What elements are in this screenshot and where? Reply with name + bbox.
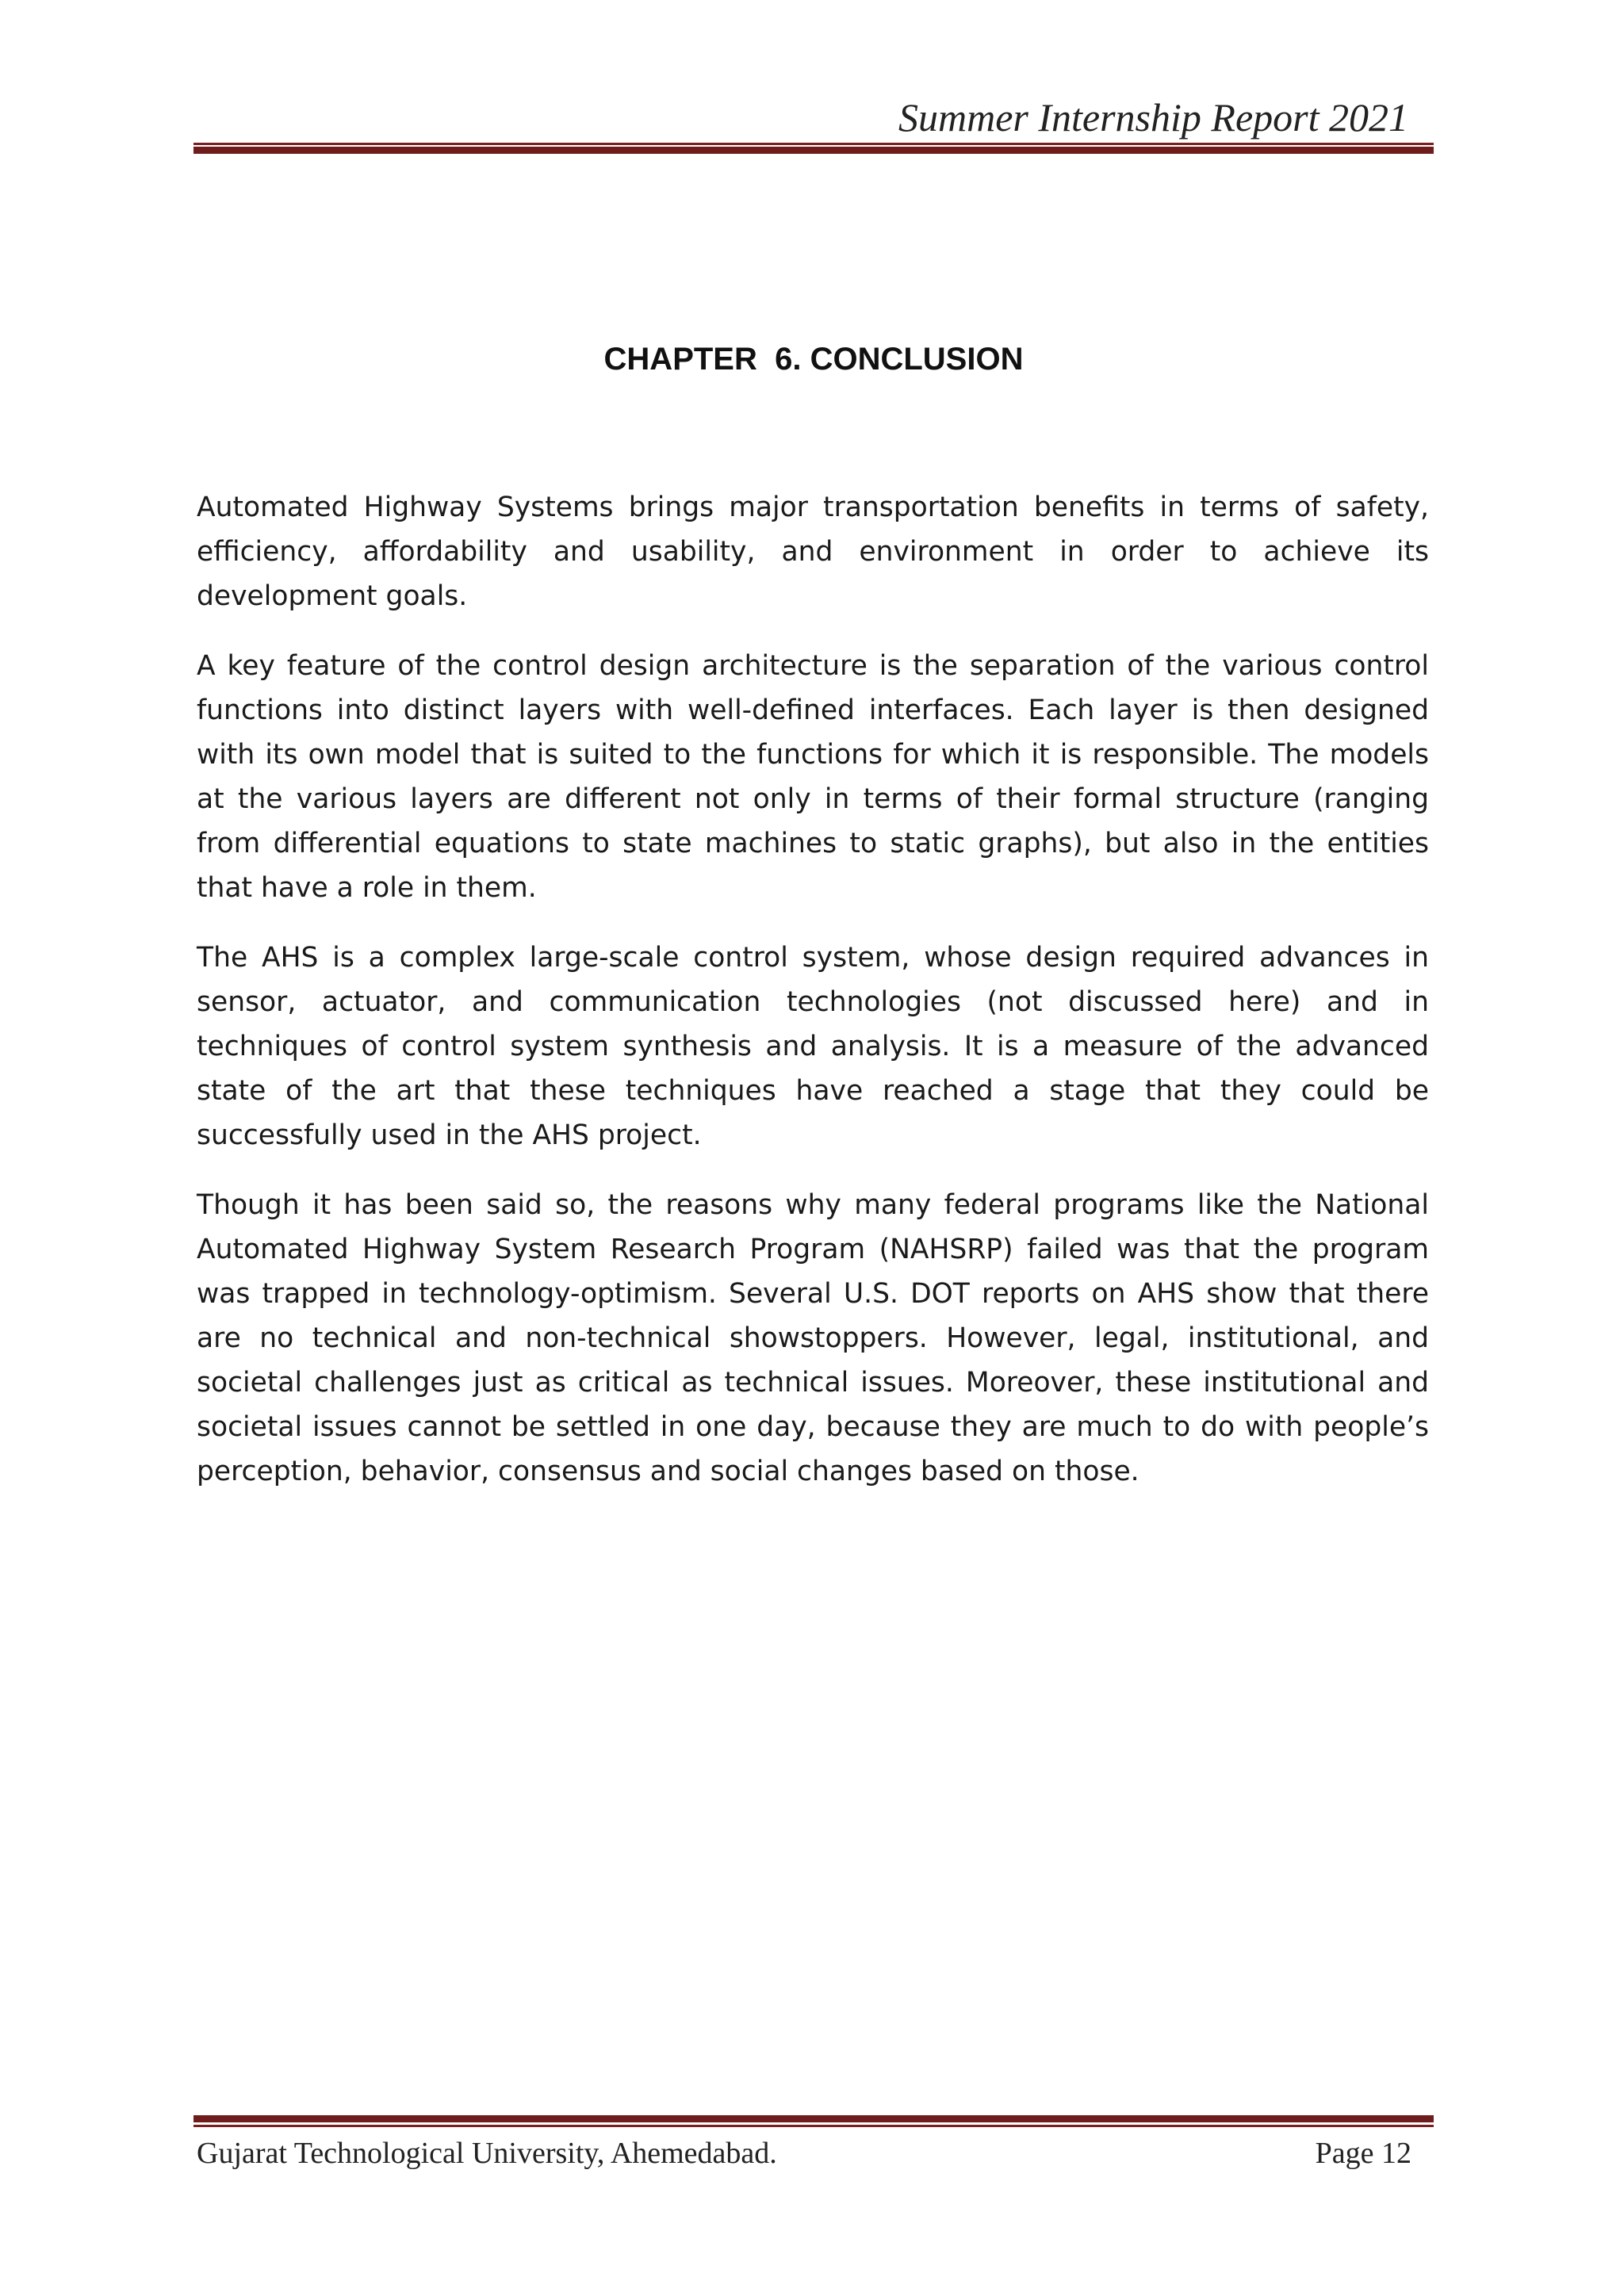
footer-rule-thin <box>193 2125 1434 2127</box>
chapter-heading: CHAPTER 6. CONCLUSION <box>603 342 1024 377</box>
header-title: Summer Internship Report 2021 <box>898 95 1408 140</box>
footer-institution: Gujarat Technological University, Ahemedabad. <box>197 2137 777 2170</box>
header-rule-thick <box>193 147 1434 154</box>
paragraph-2: A key feature of the control design architecture is the separation of the various control functions into distinct layers with well-defined interfaces. Each layer is then designed with its own model that is suited to the functions for which it is responsible. The models at the various layers are different not only in terms of their formal structure (ranging from differential equations to state machines to static graphs), but also in the entities that have a role in them. <box>197 650 1429 904</box>
footer-page-number: Page 12 <box>1315 2137 1411 2170</box>
footer-rule-thick <box>193 2115 1434 2122</box>
body-text <box>197 485 1429 1519</box>
header-rule-thin <box>193 143 1434 145</box>
paragraph-3: The AHS is a complex large-scale control system, whose design required advances in sensor, actuator, and communication technologies (not discussed here) and in techniques of control system synthesis and analysis. It is a measure of the advanced state of the art that these techniques have reached a stage that they could be successfully used in the AHS project. <box>197 942 1429 1151</box>
paragraph-1: Automated Highway Systems brings major transportation benefits in terms of safety, efficiency, affordability and usability, and environment in order to achieve its development goals. <box>197 492 1429 612</box>
paragraph-4: Though it has been said so, the reasons why many federal programs like the National Automated Highway System Research Program (NAHSRP) failed was that the program was trapped in technology-optimism. Several U.S. DOT reports on AHS show that there are no technical and non-technical showstoppers. However, legal, institutional, and societal challenges just as critical as technical issues. Moreover, these institutional and societal issues cannot be settled in one day, because they are much to do with people’s perception, behavior, consensus and social changes based on those. <box>197 1189 1429 1487</box>
